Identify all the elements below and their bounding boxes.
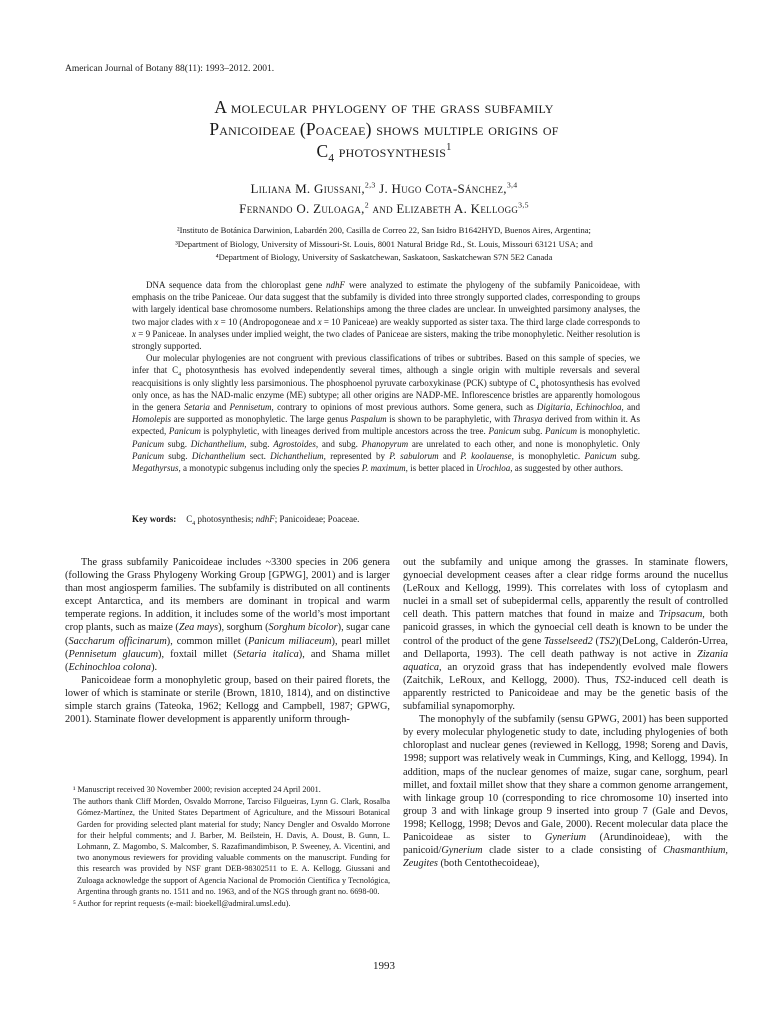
taxon: Digitaria, Echinochloa, (536, 402, 624, 413)
taxon: Dichanthelium, (190, 438, 247, 449)
taxon: Zizania aquatica, (403, 648, 728, 673)
taxon: Panicum (488, 426, 521, 437)
taxon: Gynerium (544, 831, 587, 843)
variable: x (214, 316, 219, 327)
taxon: Thrasya (512, 414, 543, 425)
text: photosynthesis has evolved only once, as has the NAD-malic enzyme (ME) subtype; all other origins are NADP-ME. Inflorescence bristles are apparently homologous in the genera (132, 377, 640, 413)
keyword-text: ; Panicoideae; Poaceae. (274, 514, 360, 524)
text: is polyphyletic, with lineages derived from multiple ancestors across the tree. (200, 426, 489, 437)
text: Our molecular phylogenies are not congruent with previous classifications of tribes or subtribes. Based on this sample of species, we infer that C (132, 353, 640, 376)
affiliation: ²Instituto de Botánica Darwinion, Labardén 200, Casilla de Correo 22, San Isidro B1642HYD, Buenos Aires, Argentina; (177, 225, 591, 235)
taxon: Setaria italica (236, 648, 299, 660)
abstract-paragraph-1 (132, 279, 640, 352)
author-cota-sanchez: J. Hugo Cota-Sánchez, (375, 181, 507, 196)
text: is monophyletic. (513, 450, 585, 461)
taxon: P. koolauense, (460, 450, 514, 461)
title-photosynthesis: photosynthesis (334, 141, 447, 161)
taxon: Panicum miliaceum (248, 635, 332, 647)
variable: x (317, 316, 322, 327)
taxon: P. sabulorum (389, 450, 439, 461)
author-zuloaga: Fernando O. Zuloaga, (239, 201, 365, 216)
title-c-subscript: 4 (328, 152, 335, 165)
taxon: Panicum (584, 450, 617, 461)
author-cota-sanchez-sup: 3,4 (506, 180, 518, 190)
taxon: Tripsacum, (658, 609, 705, 621)
title-footnote-marker: 1 (446, 142, 452, 154)
taxon: Zea mays (178, 622, 219, 634)
author-kellogg: and Elizabeth A. Kellogg (368, 201, 519, 216)
taxon: Panicum (132, 438, 164, 449)
taxon: Gynerium (441, 845, 483, 857)
text: both panicoid grasses, in which the gynoecial cell death is known to be under the control of the product of the gene (403, 609, 728, 647)
taxon: Echinochloa colona (68, 661, 152, 673)
text: contrary to opinions of most previous authors. Some genera, such as (273, 402, 537, 413)
text: derived from within it. As expected, (132, 414, 640, 437)
keywords (132, 513, 640, 525)
subscript: 4 (535, 384, 539, 391)
footnote: ⁵ Author for reprint requests (e-mail: bioekell@admiral.umsl.edu). (73, 899, 291, 909)
footnote: The authors thank Cliff Morden, Osvaldo Morrone, Tarciso Filgueiras, Lynn G. Clark, Rosalba Gómez-Martínez, the United States Department of Agriculture, and the Missouri Botanical Garden for providing selected plant material for study; Nancy Dengler and Osvaldo Morrone for their helpful comments; and J. Barber, M. Beilstein, H. Davis, A. Doust, B. Gunn, L. Lohmann, Z. Magombo, S. Malcomber, S. Razafimandimbison, P. Sweeney, A. Vicentini, and two anonymous reviewers for providing valuable comments on the manuscript. Funding for this research was provided by NSF grant DEB-98302511 to E. A. Kellogg. Giussani and Zuloaga acknowledge the support of Agencia Nacional de Promoción Científica y Tecnológica, Argentina through grants no. 1511 and no. 1963, and of the NGS through grant no. 6698-00. (73, 797, 390, 896)
text: = 9 Paniceae. In analyses under implied weight, the two clades of Paniceae are sisters, making the tribe monophyletic. Neither resolution is strongly supported. (132, 328, 640, 352)
text: is shown to be paraphyletic, with (386, 414, 513, 425)
taxon: Homolepis (132, 414, 171, 425)
text: sect. (245, 450, 271, 461)
taxon: P. maximum, (361, 463, 408, 474)
affiliations (90, 224, 678, 265)
title-line-2: Panicoideae (Poaceae) shows multiple origins of (209, 119, 559, 139)
footnote: ¹ Manuscript received 30 November 2000; revision accepted 24 April 2001. (73, 785, 321, 794)
keywords-label: Key words: (132, 514, 177, 524)
text: subg. (246, 438, 274, 449)
taxon: Megathyrsus, (132, 463, 181, 474)
author-line-2 (90, 199, 678, 219)
body-column-left (65, 556, 390, 726)
text: (both Centothecoideae), (437, 858, 540, 870)
text: and (209, 402, 230, 413)
body-paragraph (403, 713, 728, 870)
text: an oryzoid grass that has independently evolved male flowers (Zaitchik, LeRoux, and Kellogg, 2000). Thus, (403, 661, 728, 686)
text: subg. (520, 426, 545, 437)
abstract (132, 279, 640, 474)
text: as suggested by other authors. (512, 463, 623, 474)
title-line-1: A molecular phylogeny of the grass subfamily (214, 97, 554, 117)
affiliation: ³Department of Biology, University of Missouri-St. Louis, 8001 Natural Bridge Rd., St. Louis, Missouri 63121 USA; and (175, 238, 593, 249)
text: DNA sequence data from the chloroplast gene (146, 280, 327, 290)
text: -induced cell death is apparently restricted to Panicoideae and may be the genetic basis of the subfamilial synapomorphy. (403, 674, 728, 713)
author-giussani-sup: 2,3 (364, 180, 376, 190)
body-paragraph: Panicoideae form a monophyletic group, based on their paired florets, the lower of which is staminate or sterile (Brown, 1810, 1814), and on distinctive simple starch grains (Tateoka, 1962; Kellogg and Campbell, 1987; GPWG, 2001). Staminate flower development is apparently uniform through- (65, 674, 390, 726)
text: The grass subfamily Panicoideae includes ~3300 species in 206 genera (following the Grass Phylogeny Working Group [GPWG], 2001) and is larger than most angiosperm families. The subfamily is distributed on all continents except Antarctica, and its members are dominant in tropical and warm temperate regions. In addition, it includes some of the world’s most important crop plants, such as maize ( (65, 557, 390, 634)
keyword-gene: ndhF (255, 514, 275, 524)
text: subg. (616, 450, 640, 461)
taxon: Paspalum (350, 414, 387, 425)
text: ), sorghum ( (218, 622, 269, 634)
taxon: Setaria (183, 402, 210, 413)
text: and subg. (318, 438, 362, 449)
keyword-subscript: 4 (192, 520, 196, 527)
taxon: Sorghum bicolor (268, 622, 338, 634)
text: ). (151, 661, 158, 673)
text: clade sister to a clade consisting of (482, 845, 664, 857)
text: photosynthesis has evolved independently several times, although a single origin with multiple reversals and several reacquisitions is only slightly less parsimonious. The phosphoenol pyruvate carboxykinase (PCK) subtype of C (132, 365, 640, 388)
taxon: Dichanthelium, (270, 450, 326, 461)
author-zuloaga-sup: 2 (364, 200, 369, 210)
taxon: Panicum (132, 450, 164, 461)
text: out the subfamily and unique among the grasses. In staminate flowers, gynoecial development ceases after a clear ridge forms around the nucellus (LeRoux and Kellogg, 1999). This correlates with loss of cytoplasm and nuclei in a small set of subepidermal cells, apparently the result of controlled cell death. This pattern matches that found in maize and (403, 557, 728, 621)
page-number: 1993 (373, 960, 395, 972)
taxon: Saccharum officinarum (68, 635, 167, 647)
footnotes (65, 784, 390, 910)
keyword-text: photosynthesis; (195, 514, 256, 524)
author-giussani: Liliana M. Giussani, (250, 181, 365, 196)
taxon: Dichanthelium (191, 450, 246, 461)
text: = 10 (Andropogoneae and (218, 316, 318, 327)
text: ), and Shama millet ( (65, 648, 390, 673)
body-paragraph (403, 556, 728, 713)
subscript: 4 (178, 372, 181, 379)
text: ), pearl millet ( (65, 635, 390, 660)
author-line-1 (90, 179, 678, 199)
taxon: Chasmanthium, Zeugites (403, 845, 728, 870)
taxon: Pennisetum glaucum (68, 648, 159, 660)
text: and (438, 450, 461, 461)
body-column-right (403, 556, 728, 870)
text: represented by (325, 450, 390, 461)
text: are unrelated to each other, and none is monophyletic. Only (408, 438, 640, 449)
author-list (90, 179, 678, 219)
text: were analyzed to estimate the phylogeny of the subfamily Panicoideae, with emphasis on the tribe Paniceae. Our data suggest that the subfamily is divided into three strongly supported clades, corresponding to groups with largely identical base chromosome numbers. Relationships among the three clades are unclear. In unweighted parsimony analyses, the two major clades with (132, 280, 640, 327)
taxon: Urochloa, (476, 463, 513, 474)
taxon: Panicum (168, 426, 201, 437)
text: are supported as monophyletic. The large genus (171, 414, 351, 425)
gene-name: Tasselseed2 (544, 635, 593, 647)
gene-name: TS2 (614, 674, 631, 686)
gene-name: ndhF (326, 280, 346, 290)
text: ), common millet ( (166, 635, 249, 647)
taxon: Panicum (544, 426, 577, 437)
text: and (623, 402, 641, 413)
body-paragraph (65, 556, 390, 674)
text: ), foxtail millet ( (158, 648, 237, 660)
text: )(DeLong, Calderón-Urrea, and Dellaporta, 1993). The cell death pathway is not active in (403, 635, 728, 660)
affiliation: ⁴Department of Biology, University of Saskatchewan, Saskatoon, Saskatchewan S7N 5E2 Canada (215, 252, 553, 262)
text: ), sugar cane ( (65, 622, 391, 647)
gene-name: TS2 (598, 635, 615, 647)
taxon: Phanopyrum (361, 438, 409, 449)
text: The monophyly of the subfamily (sensu GPWG, 2001) has been supported by every molecular phylogenetic study to date, including phylogenies of both chloroplast and nuclear genes (reviewed in Kellogg, 1998; Soreng and Davis, 1998; support was relatively weak in Cummings, King, and Kellogg, 1994). In addition, maps of the nuclear genomes of maize, sugar cane, sorghum, pearl millet, and foxtail millet show that they share a common genome arrangement, with linkage group 10 (corresponding to rice chromosome 10) inserted into group 3 and with linkage group 9 inserted into group 7 (Gale and Devos, 1998; Kellogg, 1998; Devos and Gale, 2000). Recent molecular data place the Panicoideae as sister to (403, 714, 728, 843)
keyword-text: C (186, 514, 193, 524)
text: subg. (164, 450, 192, 461)
text: is better placed in (407, 463, 477, 474)
taxon: Pennisetum, (229, 402, 274, 413)
text: = 10 Paniceae) are weakly supported as sister taxa. The third large clade corresponds to (321, 316, 640, 327)
article-title (90, 96, 678, 165)
author-kellogg-sup: 3,5 (518, 200, 529, 210)
text: (Arundinoideae), with the panicoid/ (403, 831, 728, 857)
variable: x (132, 328, 136, 339)
text: a monotypic subgenus including only the species (180, 463, 362, 474)
text: subg. (164, 438, 191, 449)
title-line-3 (90, 140, 678, 165)
taxon: Agrostoides, (273, 438, 319, 449)
abstract-paragraph-2 (132, 352, 640, 474)
journal-citation: American Journal of Botany 88(11): 1993–2012. 2001. (65, 64, 275, 74)
text: ( (592, 635, 599, 647)
title-c: C (316, 141, 329, 161)
text: is monophyletic. (576, 426, 641, 437)
